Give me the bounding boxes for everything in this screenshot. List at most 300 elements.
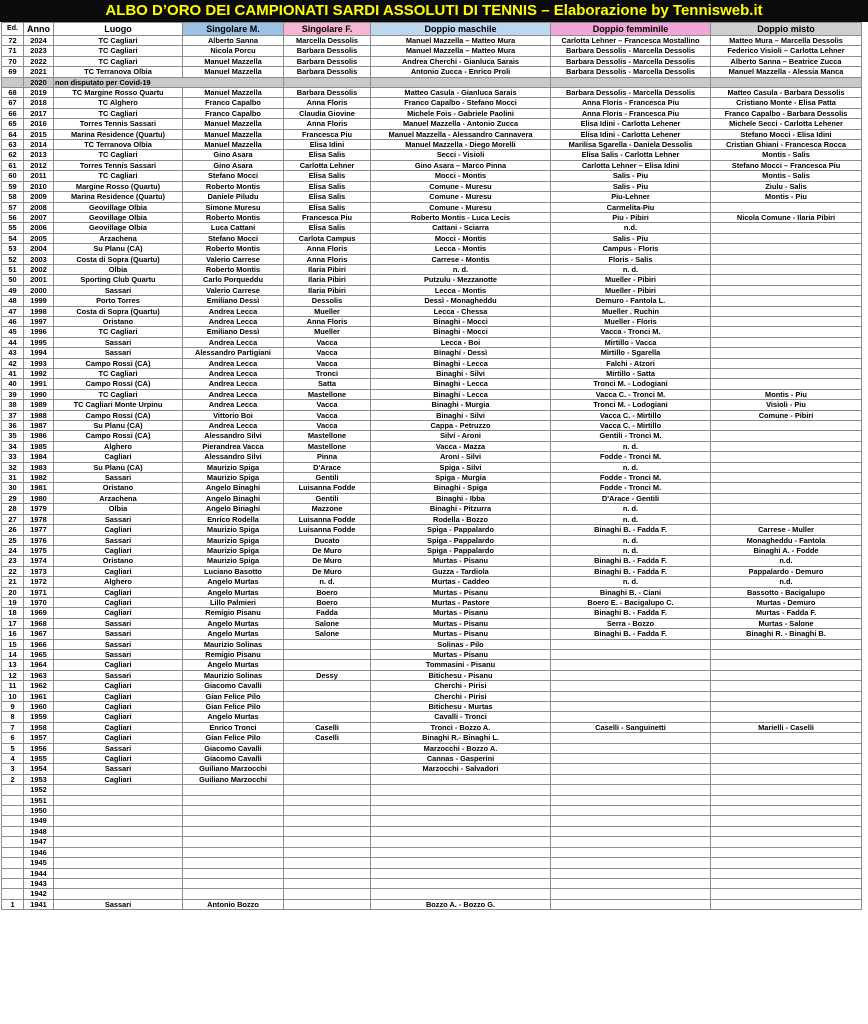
cell-doppio-misto: Murtas - Demuro [711, 597, 862, 607]
cell-anno: 2010 [24, 181, 54, 191]
cell-doppio-femminile: Boero E. - Bacigalupo C. [551, 597, 711, 607]
cell-singolare-m: Angelo Binaghi [183, 504, 284, 514]
cell-luogo: TC Cagliari [54, 150, 183, 160]
cell-singolare-f: Barbara Dessolis [284, 88, 371, 98]
cell-ed: 10 [2, 691, 24, 701]
cell-doppio-misto: Matteo Casula - Barbara Dessolis [711, 88, 862, 98]
cell-singolare-m: Valerio Carrese [183, 285, 284, 295]
cell-doppio-femminile: Gentili - Tronci M. [551, 431, 711, 441]
cell-singolare-f: Carlotta Lehner [284, 160, 371, 170]
cell-doppio-maschile: Bozzo A. - Bozzo G. [371, 899, 551, 909]
cell-doppio-femminile [551, 681, 711, 691]
cell-doppio-femminile: Serra - Bozzo [551, 618, 711, 628]
table-row [2, 462, 862, 472]
cell-singolare-m: Maurizio Solinas [183, 670, 284, 680]
cell-doppio-maschile: Aroni - Silvi [371, 452, 551, 462]
cell-ed: 63 [2, 140, 24, 150]
table-row [2, 847, 862, 857]
cell-doppio-misto [711, 431, 862, 441]
cell-doppio-femminile: Mueller - Pibiri [551, 275, 711, 285]
cell-doppio-maschile [371, 878, 551, 888]
cell-ed: 55 [2, 223, 24, 233]
cell-doppio-misto [711, 514, 862, 524]
cell-doppio-misto: Cristiano Monte - Elisa Patta [711, 98, 862, 108]
cell-doppio-femminile: Salis - Piu [551, 171, 711, 181]
table-row [2, 649, 862, 659]
cell-doppio-femminile [551, 639, 711, 649]
cell-doppio-femminile: Vacca C. - Mirtillo [551, 410, 711, 420]
cell-doppio-maschile: Binaghi - Silvi [371, 369, 551, 379]
cell-singolare-m: Manuel Mazzella [183, 67, 284, 77]
table-row [2, 899, 862, 909]
cell-singolare-f: Pinna [284, 452, 371, 462]
cell-singolare-f: Anna Floris [284, 316, 371, 326]
cell-anno: 2013 [24, 150, 54, 160]
table-row [2, 171, 862, 181]
cell-doppio-misto: Matteo Mura – Marcella Dessolis [711, 36, 862, 46]
cell-doppio-misto: Carrese - Muller [711, 525, 862, 535]
cell-doppio-femminile: Demuro - Fantola L. [551, 296, 711, 306]
table-row [2, 670, 862, 680]
cell-luogo: Olbia [54, 264, 183, 274]
cell-doppio-maschile: Manuel Mazzella - Alessandro Cannavera [371, 129, 551, 139]
cell-singolare-f: Tronci [284, 369, 371, 379]
cell-doppio-misto: Monagheddu - Fantola [711, 535, 862, 545]
cell-singolare-f: Salone [284, 629, 371, 639]
cell-anno: 1982 [24, 473, 54, 483]
cell-doppio-femminile: Barbara Dessolis - Marcella Dessolis [551, 88, 711, 98]
cell-anno: 2006 [24, 223, 54, 233]
cell-doppio-maschile: Binaghi - Silvi [371, 410, 551, 420]
cell-anno: 1951 [24, 795, 54, 805]
cell-luogo: Oristano [54, 483, 183, 493]
cell-doppio-misto [711, 462, 862, 472]
cell-singolare-f [284, 691, 371, 701]
cell-ed: 29 [2, 493, 24, 503]
cell-doppio-maschile: Carrese - Montis [371, 254, 551, 264]
table-row [2, 691, 862, 701]
cell-doppio-maschile: Murtas - Pisanu [371, 608, 551, 618]
cell-ed: 20 [2, 587, 24, 597]
cell-ed: 30 [2, 483, 24, 493]
cell-singolare-f: Mastellone [284, 431, 371, 441]
cell-singolare-m: Enrico Rodella [183, 514, 284, 524]
cell-singolare-f: Elisa Salis [284, 150, 371, 160]
cell-singolare-f: Marcella Dessolis [284, 36, 371, 46]
cell-doppio-maschile: Cavalli - Tronci [371, 712, 551, 722]
cell-anno: 1968 [24, 618, 54, 628]
cell-ed [2, 826, 24, 836]
cell-anno: 1995 [24, 337, 54, 347]
cell-singolare-f [284, 77, 371, 87]
cell-anno: 1961 [24, 691, 54, 701]
cell-ed: 68 [2, 88, 24, 98]
cell-singolare-m: Carlo Porqueddu [183, 275, 284, 285]
cell-doppio-misto [711, 816, 862, 826]
cell-ed: 49 [2, 285, 24, 295]
cell-anno: 1950 [24, 806, 54, 816]
cell-ed [2, 806, 24, 816]
cell-luogo: Margine Rosso (Quartu) [54, 181, 183, 191]
cell-ed: 69 [2, 67, 24, 77]
cell-doppio-maschile: Spiga - Pappalardo [371, 535, 551, 545]
cell-anno: 1972 [24, 577, 54, 587]
cell-singolare-f [284, 712, 371, 722]
cell-doppio-misto: Murtas - Fadda F. [711, 608, 862, 618]
cell-singolare-m [183, 878, 284, 888]
cell-luogo: Sassari [54, 764, 183, 774]
cell-singolare-m: Gino Asara [183, 150, 284, 160]
cell-anno: 2018 [24, 98, 54, 108]
cell-singolare-m: Franco Capalbo [183, 108, 284, 118]
cell-doppio-misto [711, 754, 862, 764]
cell-singolare-m: Angelo Binaghi [183, 493, 284, 503]
cell-luogo: Costa di Sopra (Quartu) [54, 254, 183, 264]
cell-singolare-f: Ducato [284, 535, 371, 545]
cell-luogo [54, 795, 183, 805]
cell-luogo: Sassari [54, 535, 183, 545]
cell-anno: 2021 [24, 67, 54, 77]
cell-singolare-m: Alessandro Partigiani [183, 348, 284, 358]
cell-doppio-maschile: Spiga - Pappalardo [371, 525, 551, 535]
table-row [2, 202, 862, 212]
table-row [2, 826, 862, 836]
cell-singolare-m: Gian Felice Pilo [183, 702, 284, 712]
cell-singolare-m: Maurizio Spiga [183, 525, 284, 535]
cell-luogo: Cagliari [54, 660, 183, 670]
cell-singolare-f: Vacca [284, 421, 371, 431]
cell-doppio-maschile: Binaghi - Spiga [371, 483, 551, 493]
cell-anno: 1984 [24, 452, 54, 462]
cell-doppio-maschile: Manuel Mazzella - Antonio Zucca [371, 119, 551, 129]
cell-ed: 39 [2, 389, 24, 399]
cell-luogo: Cagliari [54, 608, 183, 618]
cell-luogo: Su Planu (CA) [54, 421, 183, 431]
cell-luogo [54, 806, 183, 816]
cell-anno: 1941 [24, 899, 54, 909]
cell-doppio-maschile: Bitichesu - Murtas [371, 702, 551, 712]
cell-singolare-f [284, 826, 371, 836]
cell-singolare-m: Lillo Palmieri [183, 597, 284, 607]
cell-luogo: TC Cagliari [54, 369, 183, 379]
cell-doppio-maschile: Murtas - Pisanu [371, 587, 551, 597]
cell-anno: 1949 [24, 816, 54, 826]
cell-doppio-misto [711, 285, 862, 295]
cell-doppio-maschile: Murtas - Pisanu [371, 629, 551, 639]
cell-singolare-m: Antonio Bozzo [183, 899, 284, 909]
cell-singolare-f: Elisa Salis [284, 192, 371, 202]
cell-anno: 1955 [24, 754, 54, 764]
cell-luogo: TC Margine Rosso Quartu [54, 88, 183, 98]
cell-singolare-f: Gentili [284, 493, 371, 503]
cell-doppio-maschile [371, 77, 551, 87]
cell-doppio-maschile: Antonio Zucca - Enrico Proli [371, 67, 551, 77]
cell-doppio-maschile [371, 816, 551, 826]
cell-ed: 21 [2, 577, 24, 587]
cell-doppio-femminile: Barbara Dessolis - Marcella Dessolis [551, 67, 711, 77]
cell-singolare-f: n. d. [284, 577, 371, 587]
cell-doppio-misto [711, 379, 862, 389]
cell-doppio-misto [711, 847, 862, 857]
cell-doppio-femminile [551, 858, 711, 868]
cell-ed: 65 [2, 119, 24, 129]
cell-ed: 6 [2, 733, 24, 743]
table-row [2, 774, 862, 784]
cell-luogo [54, 816, 183, 826]
cell-doppio-misto [711, 254, 862, 264]
cell-luogo: TC Cagliari [54, 108, 183, 118]
cell-luogo: Cagliari [54, 452, 183, 462]
cell-ed: 57 [2, 202, 24, 212]
table-row [2, 535, 862, 545]
cell-singolare-m: Giacomo Cavalli [183, 754, 284, 764]
cell-singolare-m: Angelo Murtas [183, 618, 284, 628]
cell-singolare-f: Francesca Piu [284, 212, 371, 222]
cell-doppio-maschile: Binaghi - Mocci [371, 316, 551, 326]
cell-singolare-m [183, 785, 284, 795]
cell-doppio-femminile: n. d. [551, 577, 711, 587]
table-row [2, 681, 862, 691]
cell-anno: 1963 [24, 670, 54, 680]
cell-luogo: Sporting Club Quartu [54, 275, 183, 285]
cell-doppio-misto [711, 202, 862, 212]
cell-singolare-m: Alessandro Silvi [183, 452, 284, 462]
cell-doppio-misto [711, 733, 862, 743]
cell-doppio-misto [711, 504, 862, 514]
cell-luogo: Torres Tennis Sassari [54, 119, 183, 129]
cell-luogo: Geovillage Olbia [54, 212, 183, 222]
cell-ed: 9 [2, 702, 24, 712]
table-row [2, 743, 862, 753]
cell-doppio-maschile: Bitichesu - Pisanu [371, 670, 551, 680]
cell-doppio-femminile: Mirtillo - Sgarella [551, 348, 711, 358]
cell-singolare-f: Elisa Salis [284, 171, 371, 181]
cell-doppio-maschile: Cannas - Gasperini [371, 754, 551, 764]
cell-luogo: Cagliari [54, 691, 183, 701]
cell-ed: 72 [2, 36, 24, 46]
cell-anno: 1997 [24, 316, 54, 326]
table-row [2, 316, 862, 326]
cell-anno: 1959 [24, 712, 54, 722]
table-row [2, 358, 862, 368]
cell-doppio-maschile: Lecca - Chessa [371, 306, 551, 316]
cell-doppio-misto: Nicola Comune - Ilaria Pibiri [711, 212, 862, 222]
cell-singolare-f: Satta [284, 379, 371, 389]
cell-singolare-m: Guiliano Marzocchi [183, 764, 284, 774]
cell-luogo: Oristano [54, 556, 183, 566]
cell-anno: 2014 [24, 140, 54, 150]
cell-doppio-femminile: Mirtillo - Satta [551, 369, 711, 379]
cell-doppio-maschile: Roberto Montis - Luca Lecis [371, 212, 551, 222]
cell-doppio-misto: Montis - Piu [711, 192, 862, 202]
table-row [2, 764, 862, 774]
cell-anno: 1962 [24, 681, 54, 691]
cell-doppio-maschile: Binaghi - Lecca [371, 379, 551, 389]
cell-ed: 18 [2, 608, 24, 618]
cell-doppio-misto [711, 441, 862, 451]
cell-ed: 36 [2, 421, 24, 431]
cell-anno: 1969 [24, 608, 54, 618]
cell-doppio-maschile: Tommasini - Pisanu [371, 660, 551, 670]
cell-singolare-m [183, 858, 284, 868]
cell-singolare-m: Angelo Murtas [183, 712, 284, 722]
cell-luogo: Campo Rossi (CA) [54, 358, 183, 368]
cell-doppio-femminile [551, 743, 711, 753]
table-row [2, 150, 862, 160]
cell-luogo: Sassari [54, 629, 183, 639]
cell-anno: 2005 [24, 233, 54, 243]
cell-doppio-femminile: Elisa Salis - Carlotta Lehner [551, 150, 711, 160]
cell-doppio-femminile: n. d. [551, 545, 711, 555]
cell-singolare-m: Andrea Lecca [183, 306, 284, 316]
cell-ed [2, 858, 24, 868]
cell-ed [2, 847, 24, 857]
cell-anno: 2008 [24, 202, 54, 212]
cell-luogo: TC Cagliari [54, 56, 183, 66]
cell-ed: 16 [2, 629, 24, 639]
table-row [2, 36, 862, 46]
cell-doppio-maschile: Dessì - Monagheddu [371, 296, 551, 306]
cell-doppio-maschile [371, 858, 551, 868]
cell-ed: 51 [2, 264, 24, 274]
cell-anno: 1957 [24, 733, 54, 743]
cell-doppio-femminile [551, 847, 711, 857]
cell-doppio-maschile: Binaghi - Lecca [371, 389, 551, 399]
cell-ed: 44 [2, 337, 24, 347]
cell-doppio-maschile [371, 795, 551, 805]
cell-doppio-femminile: Floris - Salis [551, 254, 711, 264]
cell-luogo: TC Cagliari [54, 327, 183, 337]
cell-luogo: Cagliari [54, 702, 183, 712]
cell-singolare-f [284, 868, 371, 878]
table-row [2, 348, 862, 358]
cell-doppio-femminile: Binaghi B. - Fadda F. [551, 629, 711, 639]
cell-anno: 1976 [24, 535, 54, 545]
table-row [2, 514, 862, 524]
table-row [2, 483, 862, 493]
cell-ed: 11 [2, 681, 24, 691]
cell-singolare-m: Angelo Murtas [183, 629, 284, 639]
cell-ed: 19 [2, 597, 24, 607]
cell-doppio-misto [711, 348, 862, 358]
cell-luogo: TC Terranova Olbia [54, 67, 183, 77]
cell-luogo: Campo Rossi (CA) [54, 431, 183, 441]
cell-doppio-maschile: Murtas - Pisanu [371, 556, 551, 566]
cell-doppio-misto: Binaghi A. - Fodde [711, 545, 862, 555]
cell-doppio-maschile: Guzza - Tardiola [371, 566, 551, 576]
cell-luogo: Geovillage Olbia [54, 223, 183, 233]
cell-doppio-maschile: Comune - Muresu [371, 181, 551, 191]
cell-anno: 1975 [24, 545, 54, 555]
cell-doppio-misto [711, 660, 862, 670]
header-luogo: Luogo [54, 23, 183, 36]
page-title: ALBO D’ORO DEI CAMPIONATI SARDI ASSOLUTI DI TENNIS – Elaborazione by Tennisweb.it [0, 0, 868, 22]
cell-ed [2, 868, 24, 878]
covid-note: non disputato per Covid-19 [54, 77, 284, 87]
cell-anno: 1974 [24, 556, 54, 566]
cell-singolare-m: Gino Asara [183, 160, 284, 170]
cell-doppio-femminile: Elisa Idini - Carlotta Lehener [551, 119, 711, 129]
table-row [2, 441, 862, 451]
cell-singolare-m: Luca Cattani [183, 223, 284, 233]
cell-doppio-maschile: Murtas - Pastore [371, 597, 551, 607]
cell-anno: 1993 [24, 358, 54, 368]
cell-singolare-m: Angelo Murtas [183, 660, 284, 670]
cell-doppio-misto: Federico Visioli – Carlotta Lehner [711, 46, 862, 56]
table-row [2, 712, 862, 722]
cell-singolare-f [284, 889, 371, 899]
cell-ed: 4 [2, 754, 24, 764]
cell-anno: 2024 [24, 36, 54, 46]
cell-luogo: Cagliari [54, 566, 183, 576]
cell-doppio-femminile: Caselli - Sanguinetti [551, 722, 711, 732]
cell-ed: 52 [2, 254, 24, 264]
cell-luogo: Sassari [54, 514, 183, 524]
cell-doppio-femminile: Binaghi B. - Fadda F. [551, 608, 711, 618]
cell-singolare-f [284, 795, 371, 805]
header-singolare-m: Singolare M. [183, 23, 284, 36]
table-row [2, 545, 862, 555]
cell-anno: 1953 [24, 774, 54, 784]
cell-doppio-femminile [551, 764, 711, 774]
cell-singolare-f [284, 754, 371, 764]
cell-luogo [54, 868, 183, 878]
cell-ed: 12 [2, 670, 24, 680]
cell-anno: 1987 [24, 421, 54, 431]
cell-doppio-maschile: Franco Capalbo - Stefano Mocci [371, 98, 551, 108]
cell-singolare-f: Dessy [284, 670, 371, 680]
table-row [2, 878, 862, 888]
cell-luogo: Sassari [54, 649, 183, 659]
cell-doppio-maschile: Binaghi - Pitzurra [371, 504, 551, 514]
cell-doppio-maschile: Secci - Visioli [371, 150, 551, 160]
table-row [2, 556, 862, 566]
table-row [2, 660, 862, 670]
cell-luogo: Sassari [54, 337, 183, 347]
table-row [2, 119, 862, 129]
cell-singolare-m [183, 795, 284, 805]
cell-ed: 15 [2, 639, 24, 649]
table-row [2, 504, 862, 514]
cell-anno: 2007 [24, 212, 54, 222]
cell-singolare-f: Elisa Idini [284, 140, 371, 150]
cell-singolare-m: Manuel Mazzella [183, 88, 284, 98]
cell-doppio-femminile [551, 806, 711, 816]
cell-luogo: TC Cagliari [54, 36, 183, 46]
cell-doppio-femminile: Vacca C. - Mirtillo [551, 421, 711, 431]
cell-ed: 24 [2, 545, 24, 555]
cell-doppio-femminile: Anna Floris - Francesca Piu [551, 98, 711, 108]
cell-doppio-femminile: n. d. [551, 535, 711, 545]
cell-doppio-maschile: Lecca - Boi [371, 337, 551, 347]
cell-singolare-f [284, 847, 371, 857]
cell-singolare-m: Angelo Murtas [183, 577, 284, 587]
cell-doppio-femminile [551, 868, 711, 878]
cell-ed: 43 [2, 348, 24, 358]
cell-singolare-f: Ilaria Pibiri [284, 275, 371, 285]
cell-singolare-f: Anna Floris [284, 244, 371, 254]
cell-ed: 46 [2, 316, 24, 326]
table-row [2, 452, 862, 462]
cell-doppio-misto [711, 327, 862, 337]
cell-luogo: Sassari [54, 899, 183, 909]
table-row [2, 816, 862, 826]
cell-singolare-m [183, 889, 284, 899]
cell-doppio-misto [711, 337, 862, 347]
cell-doppio-misto: Binaghi R. - Binaghi B. [711, 629, 862, 639]
cell-singolare-f [284, 806, 371, 816]
table-row [2, 473, 862, 483]
